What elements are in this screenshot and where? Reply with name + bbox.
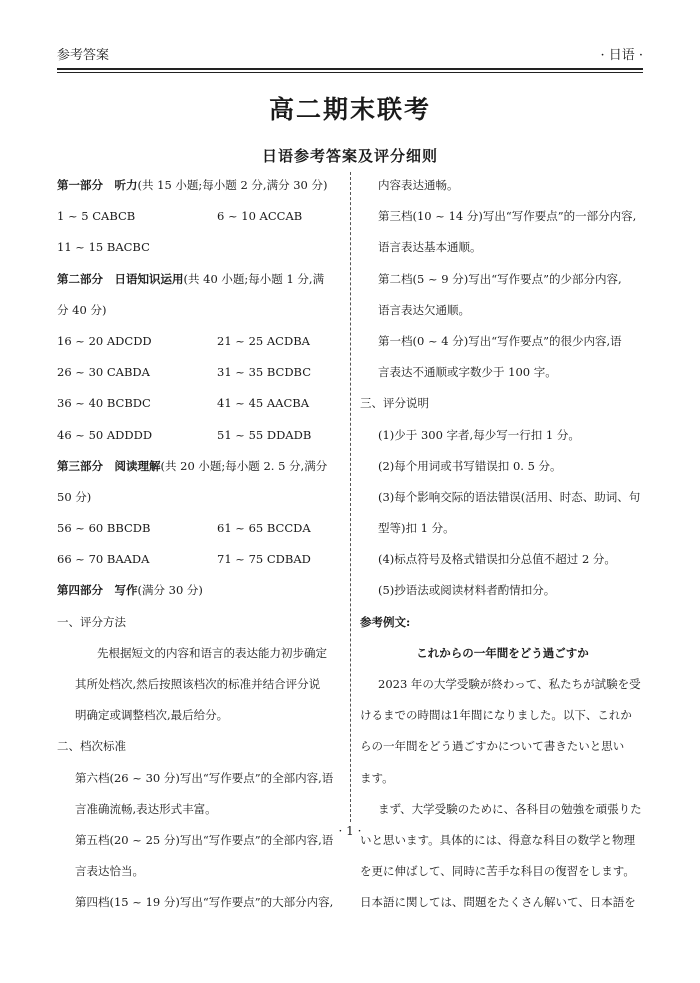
- header-label: 参考答案: [57, 48, 110, 63]
- paragraph-line: 其所处档次,然后按照该档次的标准并结合评分说: [75, 677, 321, 691]
- essay-line: らの一年間をどう過ごすかについて書きたいと思い: [360, 739, 625, 754]
- answer-row: 11 ~ 15 BACBC: [57, 240, 150, 255]
- grade-line: 语言表达欠通顺。: [378, 302, 470, 317]
- document-title: 高二期末联考: [268, 95, 431, 124]
- section-heading: 三、评分说明: [360, 396, 429, 411]
- page-header: [57, 44, 643, 64]
- header-rule-thin: [57, 72, 643, 73]
- header-rule-thick: [57, 68, 643, 70]
- answer-row: 16 ~ 20 ADCDD 21 ~ 25 ACDBA: [57, 333, 310, 348]
- rule-item: (5)抄语法或阅读材料者酌情扣分。: [378, 583, 556, 598]
- rule-item: (2)每个用词或书写错误扣 0. 5 分。: [378, 458, 562, 473]
- grade-line: 言表达恰当。: [75, 864, 144, 879]
- left-column: [57, 172, 342, 921]
- essay-line: いと思います。具体的には、得意な科目の数学と物理: [360, 832, 636, 847]
- essay-line: 2023 年の大学受験が終わって、私たちが試験を受: [378, 677, 641, 691]
- grade-line: 言表达不通顺或字数少于 100 字。: [378, 365, 557, 380]
- grade-line: 第五档(20 ~ 25 分)写出“写作要点”的全部内容,语: [75, 832, 334, 847]
- part2-heading-cont: 分 40 分): [57, 302, 107, 317]
- essay-line: を更に伸ばして、同時に苦手な科目の復習をします。: [360, 864, 635, 879]
- answer-row: 56 ~ 60 BBCDB 61 ~ 65 BCCDA: [57, 521, 311, 536]
- essay-line: ます。: [360, 770, 394, 785]
- grade-line: 第三档(10 ~ 14 分)写出“写作要点”的一部分内容,: [378, 209, 637, 224]
- header-subject: · 日语 ·: [600, 48, 643, 63]
- answer-row: 46 ~ 50 ADDDD 51 ~ 55 DDADB: [57, 427, 312, 442]
- right-column: [360, 172, 645, 921]
- essay-title: これからの一年間をどう過ごすか: [416, 645, 589, 660]
- section-heading: 二、档次标准: [57, 739, 126, 754]
- part2-heading: 第二部分 日语知识运用(共 40 小题;每小题 1 分,满: [57, 271, 325, 286]
- answer-row: 66 ~ 70 BAADA 71 ~ 75 CDBAD: [57, 552, 311, 567]
- rule-item: (3)每个影响交际的语法错误(活用、时态、助词、句: [378, 489, 641, 504]
- grade-line: 第二档(5 ~ 9 分)写出“写作要点”的少部分内容,: [378, 271, 622, 286]
- part3-heading-cont: 50 分): [57, 489, 92, 504]
- answer-row: 36 ~ 40 BCBDC 41 ~ 45 AACBA: [57, 396, 310, 411]
- section-heading: 一、评分方法: [57, 614, 126, 629]
- grade-line: 第四档(15 ~ 19 分)写出“写作要点”的大部分内容,: [75, 895, 334, 910]
- rule-item: (1)少于 300 字者,每少写一行扣 1 分。: [378, 427, 580, 442]
- grade-line: 第六档(26 ~ 30 分)写出“写作要点”的全部内容,语: [75, 770, 334, 785]
- reference-heading: 参考例文:: [360, 614, 411, 629]
- page-number: · 1 ·: [338, 824, 362, 838]
- rule-item: 型等)扣 1 分。: [378, 521, 455, 536]
- answer-row: 1 ~ 5 CABCB 6 ~ 10 ACCAB: [57, 209, 303, 224]
- grade-line: 言准确流畅,表达形式丰富。: [75, 801, 217, 816]
- document-subtitle: 日语参考答案及评分细则: [261, 147, 438, 165]
- grade-line: 第一档(0 ~ 4 分)写出“写作要点”的很少内容,语: [378, 333, 622, 348]
- grade-line: 语言表达基本通顺。: [378, 240, 482, 255]
- essay-line: けるまでの時間は1年間になりました。以下、これか: [360, 708, 632, 723]
- part4-heading: 第四部分 写作(满分 30 分): [57, 583, 203, 598]
- paragraph-line: 明确定或调整档次,最后给分。: [75, 708, 229, 723]
- rule-item: (4)标点符号及格式错误扣分总值不超过 2 分。: [378, 552, 616, 567]
- paragraph-line: 先根据短文的内容和语言的表达能力初步确定: [97, 645, 327, 660]
- column-divider: [350, 172, 351, 822]
- essay-line: 日本語に関しては、問題をたくさん解いて、日本語を: [360, 895, 636, 910]
- part1-heading: 第一部分 听力(共 15 小题;每小题 2 分,满分 30 分): [57, 178, 328, 192]
- answer-row: 26 ~ 30 CABDA 31 ~ 35 BCDBC: [57, 365, 312, 380]
- essay-line: まず、大学受験のために、各科目の勉強を頑張りた: [378, 801, 642, 816]
- grade-line: 内容表达通畅。: [378, 178, 459, 192]
- part3-heading: 第三部分 阅读理解(共 20 小题;每小题 2. 5 分,满分: [57, 458, 328, 473]
